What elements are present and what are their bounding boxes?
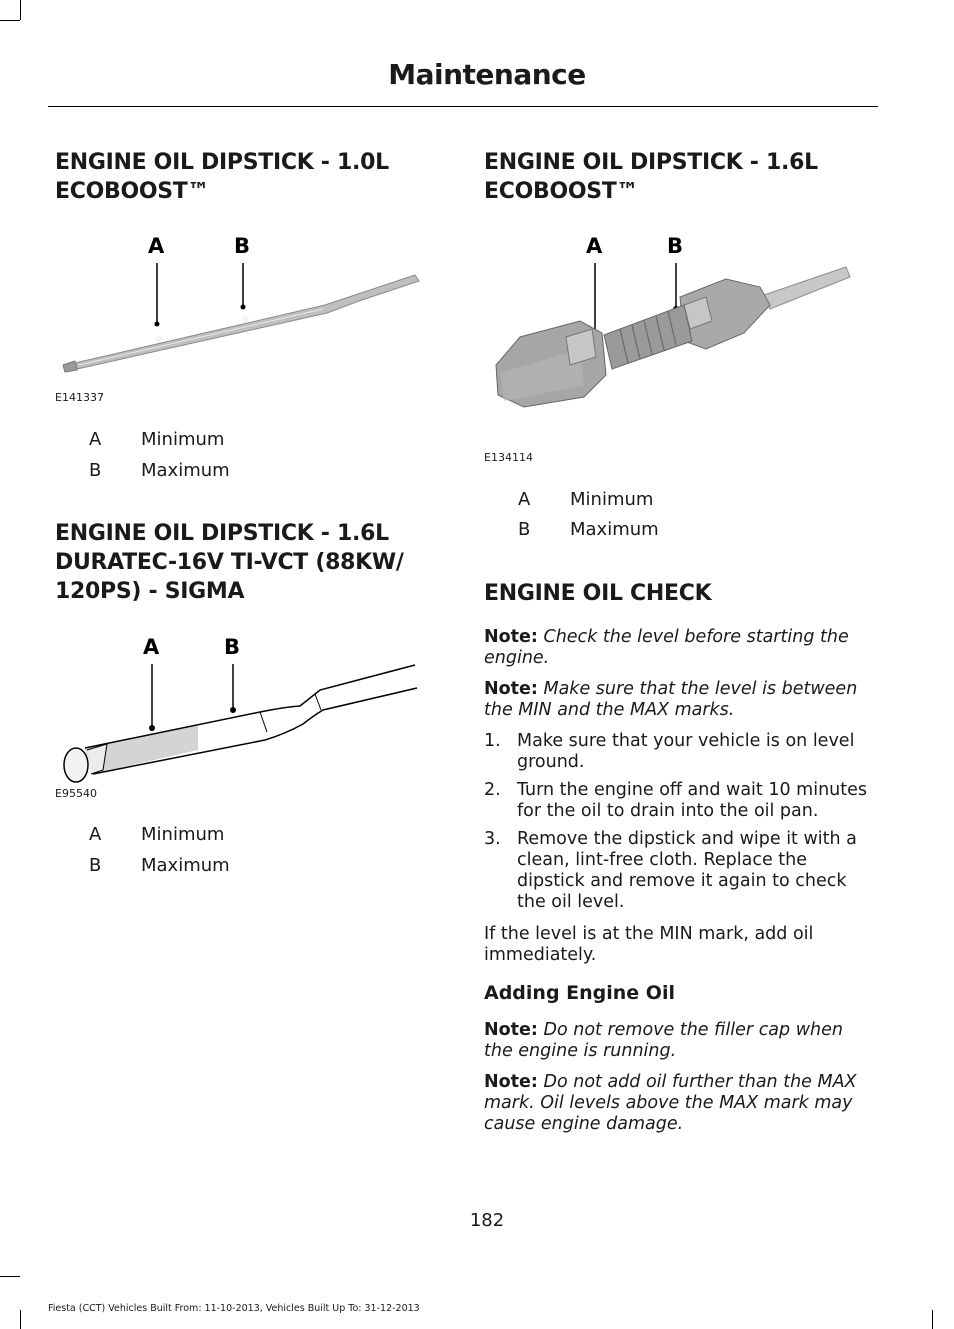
note-label: Note: bbox=[484, 1020, 538, 1040]
crop-mark bbox=[0, 20, 20, 21]
footer-text: Fiesta (CCT) Vehicles Built From: 11-10-2013, Vehicles Built Up To: 31-12-2013 bbox=[48, 1303, 420, 1314]
callout-a: A bbox=[148, 234, 165, 258]
note bbox=[484, 679, 874, 721]
note bbox=[484, 1020, 874, 1062]
dipstick-16-ecoboost-figure bbox=[484, 225, 874, 445]
step-text: Remove the dipstick and wipe it with a clean, lint-free cloth. Replace the dipstick and remove it again to check the oil level. bbox=[517, 829, 857, 912]
page-number: 182 bbox=[469, 1210, 505, 1231]
note-text: Do not add oil further than the MAX mark. Oil levels above the MAX mark may cause engine damage. bbox=[484, 1072, 857, 1134]
legend-value: Maximum bbox=[141, 460, 230, 481]
page-title: Maintenance bbox=[388, 58, 586, 91]
figure-id: E134114 bbox=[484, 451, 533, 464]
note-text: Do not remove the filler cap when the engine is running. bbox=[484, 1020, 843, 1061]
callout-b: B bbox=[224, 635, 241, 659]
section-title-dipstick-16-duratec: ENGINE OIL DIPSTICK - 1.6L DURATEC-16V TI-VCT (88KW/ 120PS) - SIGMA bbox=[55, 521, 404, 604]
section-title-dipstick-10: ENGINE OIL DIPSTICK - 1.0L ECOBOOST™ bbox=[55, 150, 389, 204]
legend-key: A bbox=[89, 429, 102, 450]
figure-id: E141337 bbox=[55, 391, 104, 404]
crop-mark bbox=[932, 1310, 933, 1329]
legend-value: Minimum bbox=[141, 824, 225, 845]
step-text: Turn the engine off and wait 10 minutes for the oil to drain into the oil pan. bbox=[517, 780, 867, 821]
section-title-dipstick-16-ecoboost: ENGINE OIL DIPSTICK - 1.6L ECOBOOST™ bbox=[484, 150, 818, 204]
step-text: Make sure that your vehicle is on level ground. bbox=[517, 731, 855, 772]
legend-key: B bbox=[518, 519, 531, 540]
step-number: 1. bbox=[484, 731, 501, 751]
note bbox=[484, 1072, 874, 1135]
legend-key: A bbox=[518, 489, 531, 510]
figure-id: E95540 bbox=[55, 787, 97, 800]
legend-key: A bbox=[89, 824, 102, 845]
note-label: Note: bbox=[484, 1072, 538, 1092]
crop-mark bbox=[0, 1276, 20, 1277]
callout-a: A bbox=[143, 635, 160, 659]
note-text: Check the level before starting the engine. bbox=[484, 627, 849, 668]
note-label: Note: bbox=[484, 627, 538, 647]
legend-value: Maximum bbox=[141, 855, 230, 876]
legend-value: Maximum bbox=[570, 519, 659, 540]
crop-mark bbox=[20, 0, 21, 20]
note bbox=[484, 627, 874, 669]
body-paragraph: If the level is at the MIN mark, add oil immediately. bbox=[484, 924, 814, 965]
dipstick-10-ecoboost-figure bbox=[55, 225, 435, 385]
legend-key: B bbox=[89, 855, 102, 876]
header-divider bbox=[48, 106, 878, 107]
step-number: 3. bbox=[484, 829, 501, 849]
callout-b: B bbox=[234, 234, 251, 258]
subsection-title-adding-oil: Adding Engine Oil bbox=[484, 982, 675, 1004]
section-title-oil-check: ENGINE OIL CHECK bbox=[484, 581, 712, 606]
dipstick-16-duratec-figure bbox=[55, 628, 435, 793]
legend-value: Minimum bbox=[141, 429, 225, 450]
note-label: Note: bbox=[484, 679, 538, 699]
legend-value: Minimum bbox=[570, 489, 654, 510]
callout-a: A bbox=[586, 234, 603, 258]
note-text: Make sure that the level is between the MIN and the MAX marks. bbox=[484, 679, 858, 720]
step-number: 2. bbox=[484, 780, 501, 800]
crop-mark bbox=[20, 1310, 21, 1329]
legend-key: B bbox=[89, 460, 102, 481]
callout-b: B bbox=[667, 234, 684, 258]
